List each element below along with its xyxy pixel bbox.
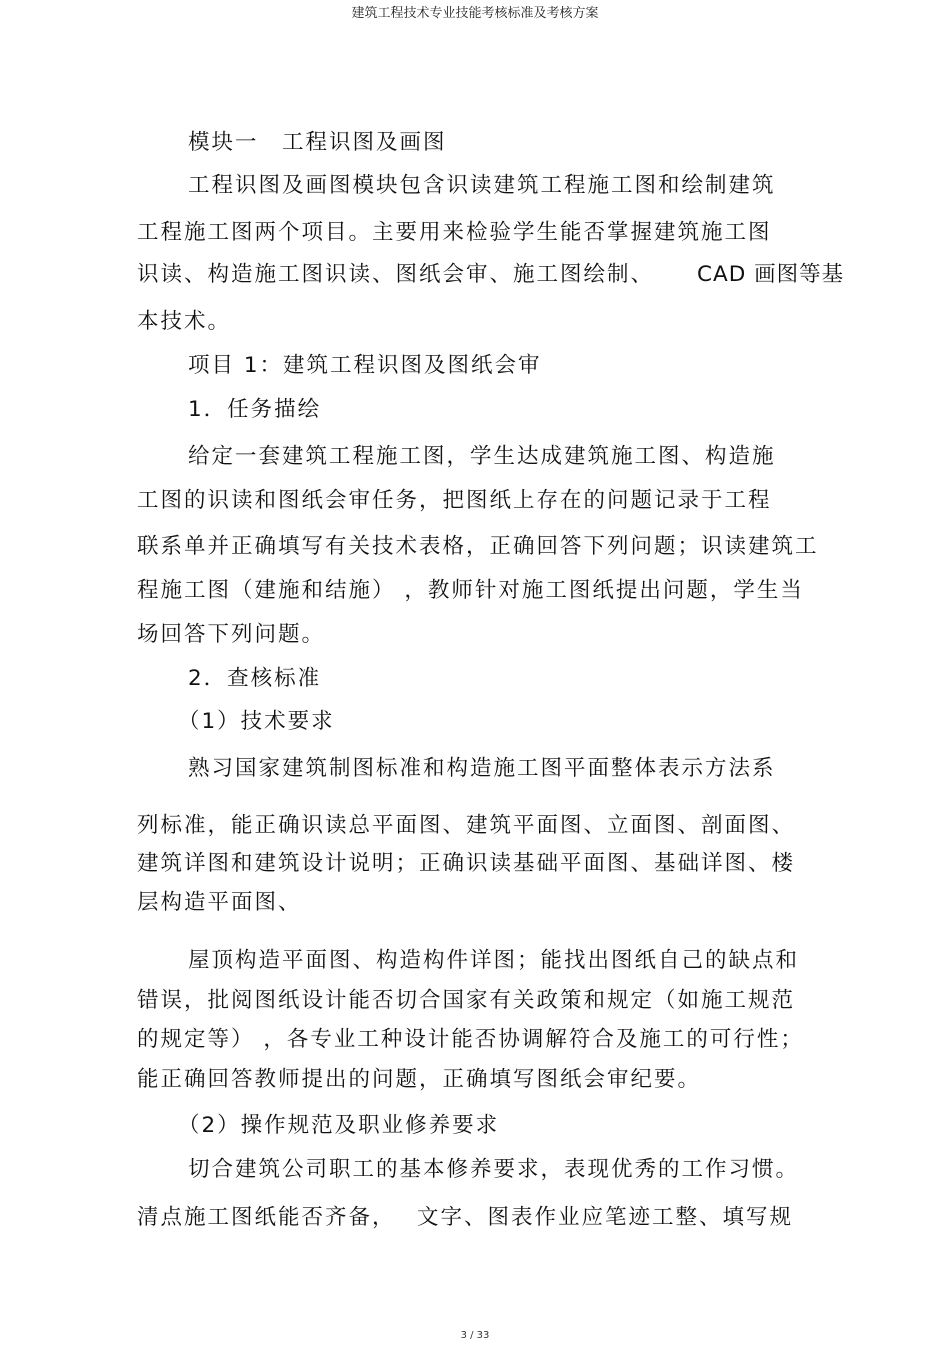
paragraph-line: 清点施工图纸能否齐备，	[137, 1205, 396, 1230]
paragraph-line: 联系单并正确填写有关技术表格，正确回答下列问题；识读建筑工	[137, 534, 819, 559]
paragraph-line: 错误，批阅图纸设计能否切合国家有关政策和规定（如施工规范	[137, 988, 796, 1013]
paragraph-line: 给定一套建筑工程施工图，学生达成建筑施工图、构造施	[188, 444, 776, 469]
paragraph-line: 文字、图表作业应笔迹工整、填写规	[417, 1205, 794, 1230]
page-header: 建筑工程技术专业技能考核标准及考核方案	[351, 6, 599, 21]
paragraph-line: 切合建筑公司职工的基本修养要求，表现优秀的工作习惯。	[188, 1157, 800, 1182]
paragraph-line: 建筑详图和建筑设计说明；正确识读基础平面图、基础详图、楼	[137, 851, 796, 876]
paragraph-line: 程施工图（建施和结施） ，教师针对施工图纸提出问题，学生当	[137, 578, 804, 603]
subsection-heading: （2）操作规范及职业修养要求	[178, 1113, 500, 1138]
paragraph-line: 的规定等） ，各专业工种设计能否协调解符合及施工的可行性；	[137, 1027, 804, 1052]
paragraph-line: CAD 画图等基	[697, 262, 845, 287]
paragraph-line: 屋顶构造平面图、构造构件详图；能找出图纸自己的缺点和	[188, 948, 800, 973]
section-heading: 2．查核标准	[188, 666, 322, 691]
paragraph-line: 工程识图及画图模块包含识读建筑工程施工图和绘制建筑	[188, 173, 776, 198]
page-number: 3 / 33	[460, 1330, 490, 1341]
paragraph-line: 列标准，能正确识读总平面图、建筑平面图、立面图、剖面图、	[137, 813, 796, 838]
paragraph-line: 层构造平面图、	[137, 890, 302, 915]
paragraph-line: 工图的识读和图纸会审任务，把图纸上存在的问题记录于工程	[137, 488, 772, 513]
section-heading: 1．任务描绘	[188, 397, 322, 422]
subsection-heading: （1）技术要求	[178, 709, 335, 734]
paragraph-line: 识读、构造施工图识读、图纸会审、施工图绘制、	[137, 262, 655, 287]
project-heading: 项目 1：建筑工程识图及图纸会审	[188, 353, 542, 378]
paragraph-line: 能正确回答教师提出的问题，正确填写图纸会审纪要。	[137, 1067, 702, 1092]
paragraph-line: 本技术。	[137, 309, 232, 334]
paragraph-line: 工程施工图两个项目。主要用来检验学生能否掌握建筑施工图	[137, 220, 772, 245]
paragraph-line: 场回答下列问题。	[137, 622, 326, 647]
module-heading: 模块一 工程识图及画图	[188, 130, 447, 155]
paragraph-line: 熟习国家建筑制图标准和构造施工图平面整体表示方法系	[188, 756, 776, 781]
